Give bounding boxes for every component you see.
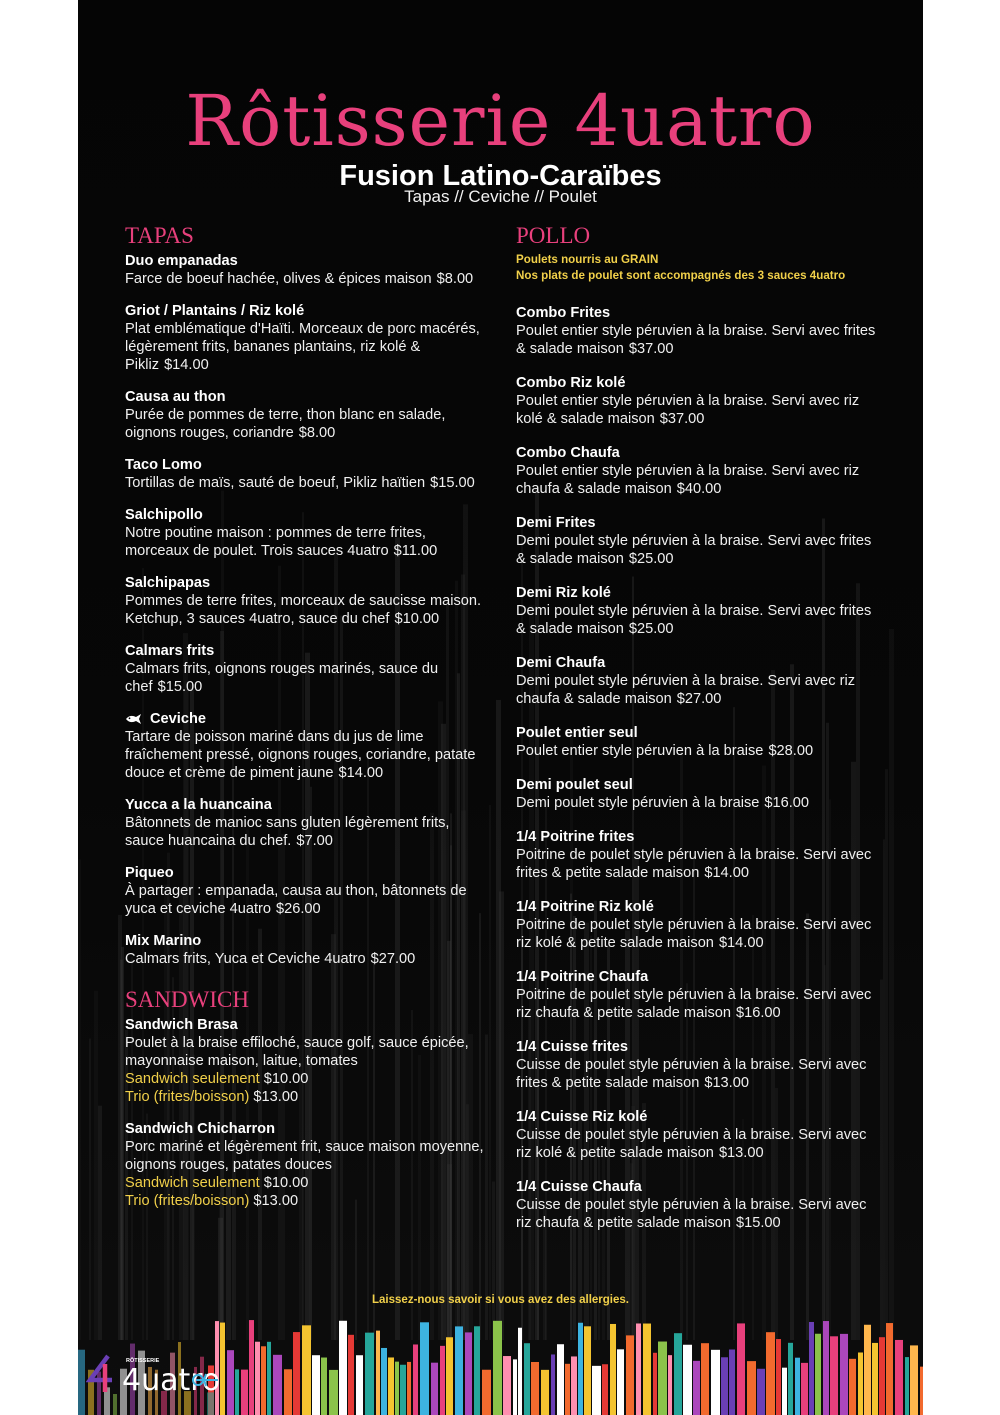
color-bar (683, 1345, 692, 1415)
color-bar (610, 1324, 616, 1415)
item-description-text: Demi poulet style péruvien à la braise (516, 795, 760, 811)
color-bar (636, 1323, 641, 1415)
item-name-text: Salchipapas (125, 575, 211, 591)
background-streak (499, 891, 504, 1340)
background-streak (78, 859, 81, 1340)
color-bar (729, 1350, 735, 1415)
color-bar (348, 1335, 354, 1415)
sandwich-option-1 (125, 1070, 490, 1088)
item-name-text: Calmars frits (125, 643, 215, 659)
item-description-text: Cuisse de poulet style péruvien à la braise. Servi avec riz chaufa & petite salade maison (516, 1197, 867, 1231)
logo-small-text: RÔTISSERIE (126, 1358, 160, 1364)
option-label: Sandwich seulement (125, 1071, 260, 1087)
item-name-text: Demi poulet seul (516, 777, 633, 793)
menu-item (516, 968, 881, 1022)
menu-item (125, 1120, 490, 1210)
right-column (516, 222, 881, 1248)
color-bar (518, 1328, 522, 1415)
item-price: $7.00 (296, 833, 333, 849)
item-name (516, 828, 881, 846)
item-name-text: 1/4 Poitrine frites (516, 829, 635, 845)
item-name (516, 1108, 881, 1126)
menu-item (516, 898, 881, 952)
menu-item (516, 724, 881, 760)
color-bar (910, 1345, 918, 1415)
item-name (125, 574, 490, 592)
item-description-text: Demi poulet style péruvien à la braise. Servi avec riz chaufa & salade maison (516, 673, 856, 707)
color-bar (493, 1321, 502, 1415)
item-description (125, 1138, 490, 1174)
item-name (516, 374, 881, 392)
color-bar (482, 1370, 491, 1415)
allergy-note: Laissez-nous savoir si vous avez des allergies. (372, 1294, 629, 1306)
item-name-text: Demi Frites (516, 515, 596, 531)
item-description-text: Poulet à la braise effiloché, sauce golf, sauce épicée, mayonnaise maison, laitue, tomates (125, 1035, 469, 1069)
item-name (516, 898, 881, 916)
color-bar (905, 1357, 909, 1415)
color-bar (886, 1323, 893, 1415)
color-bar (455, 1326, 463, 1415)
item-description (125, 814, 490, 850)
background-streak (889, 629, 894, 1340)
color-bar (674, 1333, 682, 1415)
color-bar (788, 1343, 793, 1415)
tapas-list (125, 252, 490, 968)
color-bar (329, 1370, 338, 1415)
item-description-text: Poulet entier style péruvien à la braise. Servi avec riz chaufa & salade maison (516, 463, 860, 497)
color-bar (261, 1346, 266, 1415)
background-streak (120, 960, 123, 1340)
color-bar (602, 1364, 608, 1415)
menu-item (125, 574, 490, 628)
sandwich-option-2 (125, 1192, 490, 1210)
color-bar (584, 1326, 591, 1415)
color-bar (795, 1358, 800, 1415)
item-name-text: Combo Riz kolé (516, 375, 626, 391)
color-bar (747, 1361, 756, 1415)
cuisine-subtitle: Fusion Latino-Caraïbes (339, 160, 662, 192)
item-price: $15.00 (430, 475, 475, 491)
color-bar (920, 1367, 923, 1415)
color-bar (503, 1356, 511, 1415)
menu-item (125, 642, 490, 696)
item-name (125, 506, 490, 524)
item-description-text: Notre poutine maison : pommes de terre frites, morceaux de poulet. Trois sauces 4uatro (125, 525, 426, 559)
color-bar (701, 1343, 709, 1415)
color-bar (668, 1355, 672, 1415)
background-streak (885, 769, 888, 1340)
item-description (125, 728, 490, 782)
item-description-text: Plat emblématique d'Haïti. Morceaux de porc macérés, légèrement frits, bananes plantains, riz kolé & Pikliz (125, 321, 480, 373)
color-bar (830, 1336, 838, 1415)
color-bar (513, 1359, 517, 1415)
item-name-text: Griot / Plantains / Riz kolé (125, 303, 305, 319)
item-description (516, 602, 881, 638)
menu-item (516, 444, 881, 498)
tagline: Tapas // Ceviche // Poulet (404, 187, 597, 206)
item-price: $28.00 (768, 743, 814, 759)
color-bar (376, 1331, 380, 1415)
menu-item (516, 1178, 881, 1232)
item-price: $26.00 (276, 901, 321, 917)
item-description (125, 406, 490, 442)
color-bar (643, 1324, 651, 1415)
menu-item (125, 710, 490, 782)
pollo-list (516, 304, 881, 1232)
color-bar (879, 1337, 885, 1415)
item-description-text: Cuisse de poulet style péruvien à la braise. Servi avec frites & petite salade maison (516, 1057, 867, 1091)
item-name-text: Sandwich Chicharron (125, 1121, 276, 1137)
item-name-text: Demi Chaufa (516, 655, 606, 671)
item-price: $25.00 (628, 621, 674, 637)
color-bar (757, 1369, 765, 1415)
color-bar (815, 1334, 821, 1415)
menu-item (125, 252, 490, 288)
item-description-text: Bâtonnets de manioc sans gluten légèrement frits, sauce huancaina du chef. (125, 815, 450, 849)
item-name-text: 1/4 Cuisse Chaufa (516, 1179, 642, 1195)
color-bar (823, 1321, 829, 1415)
menu-item (125, 932, 490, 968)
color-bar (737, 1323, 745, 1415)
item-description-text: Poulet entier style péruvien à la braise. Servi avec riz kolé & salade maison (516, 393, 860, 427)
color-bar (284, 1369, 292, 1415)
background-streak (492, 1181, 495, 1340)
color-bar (626, 1335, 634, 1415)
menu-page (78, 0, 923, 1415)
item-price: $15.00 (157, 679, 203, 695)
item-name (516, 654, 881, 672)
item-description (516, 742, 881, 760)
item-description (516, 916, 881, 952)
color-bar (78, 1350, 85, 1415)
menu-item (125, 506, 490, 560)
color-bar (872, 1343, 878, 1415)
item-description-text: Porc mariné et légèrement frit, sauce maison moyenne, oignons rouges, patates douces (125, 1139, 484, 1173)
item-name (516, 1038, 881, 1056)
menu-item (516, 828, 881, 882)
item-description-text: Demi poulet style péruvien à la braise. Servi avec frites & salade maison (516, 533, 872, 567)
item-name-text: Sandwich Brasa (125, 1017, 238, 1033)
color-bar (273, 1355, 282, 1415)
item-price: $27.00 (370, 951, 416, 967)
item-name (516, 1178, 881, 1196)
item-name-text: Taco Lomo (125, 457, 202, 473)
item-description-text: Tartare de poisson mariné dans du jus de lime fraîchement pressé, oignons rouges, coriandre, patate douce et crème de piment jaune (125, 729, 476, 781)
item-price: $13.00 (718, 1145, 764, 1161)
color-bar (711, 1350, 720, 1415)
item-description (125, 592, 490, 628)
item-description (516, 794, 881, 812)
item-price: $13.00 (704, 1075, 749, 1091)
color-bar (776, 1339, 781, 1415)
item-name-text: Combo Chaufa (516, 445, 620, 461)
item-description (125, 660, 490, 696)
color-bar (801, 1363, 808, 1415)
item-price: $14.00 (338, 765, 384, 781)
item-description (125, 270, 490, 288)
color-bar (440, 1346, 445, 1415)
item-description-text: Pommes de terre frites, morceaux de saucisse maison. Ketchup, 3 sauces 4uatro, sauce du chef (125, 593, 482, 627)
item-description (516, 1196, 881, 1232)
item-description (125, 882, 490, 918)
item-name (125, 1016, 490, 1034)
menu-item (516, 1038, 881, 1092)
item-price: $14.00 (704, 865, 749, 881)
item-price: $10.00 (394, 611, 440, 627)
item-name-text: Piqueo (125, 865, 174, 881)
color-bar (721, 1357, 728, 1415)
color-bar (431, 1363, 438, 1415)
item-description-text: Calmars frits, Yuca et Ceviche 4uatro (125, 951, 366, 967)
color-bar (864, 1325, 871, 1415)
option-price: $13.00 (253, 1193, 299, 1209)
menu-item (125, 388, 490, 442)
color-bar (531, 1362, 539, 1415)
item-name (125, 1120, 490, 1138)
item-description (125, 320, 490, 374)
color-bar (407, 1362, 411, 1415)
color-bar (339, 1321, 347, 1415)
tapas-title: TAPAS (125, 223, 194, 248)
item-name (125, 932, 490, 950)
item-description-text: Poitrine de poulet style péruvien à la braise. Servi avec riz kolé & petite salade maison (516, 917, 872, 951)
item-price: $27.00 (676, 691, 722, 707)
item-price: $37.00 (659, 411, 705, 427)
color-bar (267, 1342, 271, 1415)
menu-item (516, 374, 881, 428)
color-bar (400, 1365, 406, 1415)
item-description-text: Tortillas de maïs, sauté de boeuf, Pikliz haïtien (125, 475, 426, 491)
item-price: $15.00 (735, 1215, 781, 1231)
sandwich-option-1 (125, 1174, 490, 1192)
item-name (125, 710, 490, 728)
color-bar (312, 1355, 320, 1415)
color-bar (565, 1364, 570, 1415)
item-name (125, 302, 490, 320)
item-name (516, 584, 881, 602)
color-bar (809, 1322, 814, 1415)
option-price: $10.00 (263, 1175, 309, 1191)
item-description-text: Poitrine de poulet style péruvien à la braise. Servi avec frites & petite salade maison (516, 847, 872, 881)
menu-item (125, 456, 490, 492)
color-bar (551, 1354, 555, 1415)
color-bar (302, 1325, 311, 1415)
item-description-text: Cuisse de poulet style péruvien à la braise. Servi avec riz kolé & petite salade maison (516, 1127, 867, 1161)
item-price: $25.00 (628, 551, 674, 567)
color-bar (356, 1355, 363, 1415)
color-bar (388, 1357, 394, 1415)
item-price: $16.00 (764, 795, 809, 811)
item-description-text: Farce de boeuf hachée, olives & épices maison (125, 271, 432, 287)
option-label: Sandwich seulement (125, 1175, 260, 1191)
color-bar (658, 1342, 667, 1415)
item-price: $11.00 (393, 543, 438, 559)
color-bar (617, 1349, 624, 1415)
item-description-text: Poitrine de poulet style péruvien à la braise. Servi avec riz chaufa & petite salade maison (516, 987, 872, 1021)
item-name (516, 444, 881, 462)
item-name-text: Salchipollo (125, 507, 203, 523)
sandwich-option-2 (125, 1088, 490, 1106)
color-bar (255, 1342, 260, 1415)
pollo-note-sauces: Nos plats de poulet sont accompagnés des 3 sauces 4uatro (516, 269, 846, 282)
color-bar (474, 1326, 480, 1415)
item-description (516, 1126, 881, 1162)
item-price: $8.00 (298, 425, 336, 441)
item-description-text: Calmars frits, oignons rouges marinés, sauce du chef (125, 661, 439, 695)
item-price: $40.00 (676, 481, 722, 497)
background-streak (883, 839, 885, 1340)
menu-item (516, 514, 881, 568)
option-price: $13.00 (253, 1089, 299, 1105)
item-name (516, 304, 881, 322)
color-bar (766, 1332, 775, 1415)
item-description (516, 322, 881, 358)
item-name (125, 456, 490, 474)
pollo-title: POLLO (516, 223, 591, 248)
color-bar (782, 1368, 787, 1415)
color-bar (858, 1352, 863, 1415)
item-name-text: 1/4 Poitrine Riz kolé (516, 899, 654, 915)
color-bar (249, 1320, 254, 1415)
menu-item (516, 1108, 881, 1162)
background-streak (94, 991, 98, 1340)
item-description (125, 474, 490, 492)
item-name (516, 776, 881, 794)
color-bar (446, 1337, 453, 1415)
item-name (125, 864, 490, 882)
color-bar (365, 1333, 374, 1415)
item-description (125, 524, 490, 560)
color-bar (571, 1356, 577, 1415)
menu-item (125, 1016, 490, 1106)
color-bar (413, 1344, 418, 1415)
item-name (516, 724, 881, 742)
item-description-text: Purée de pommes de terre, thon blanc en salade, oignons rouges, coriandre (125, 407, 446, 441)
item-name-text: Causa au thon (125, 389, 226, 405)
item-price: $16.00 (735, 1005, 781, 1021)
fish-icon (125, 714, 142, 724)
color-bar (465, 1332, 472, 1415)
menu-item (125, 796, 490, 850)
item-name (125, 642, 490, 660)
item-name-text: Ceviche (150, 711, 206, 727)
menu-item (516, 584, 881, 638)
item-name (516, 514, 881, 532)
item-name-text: Duo empanadas (125, 253, 238, 269)
item-price: $14.00 (164, 357, 209, 373)
sandwich-title: SANDWICH (125, 987, 249, 1012)
option-label: Trio (frites/boisson) (125, 1089, 250, 1105)
color-bar (895, 1340, 903, 1415)
color-bar (653, 1353, 657, 1415)
item-name (125, 388, 490, 406)
color-bar (693, 1361, 700, 1415)
item-name-text: Yucca a la huancaina (125, 797, 272, 813)
color-bar (592, 1366, 601, 1415)
item-name-text: Demi Riz kolé (516, 585, 611, 601)
logo-text: 4uatro (122, 1363, 221, 1398)
sandwich-list (125, 1016, 490, 1210)
item-description-text: Demi poulet style péruvien à la braise. Servi avec frites & salade maison (516, 603, 872, 637)
color-bar (227, 1350, 234, 1415)
item-description-text: À partager : empanada, causa au thon, bâtonnets de yuca et ceviche 4uatro (125, 883, 467, 917)
left-column (125, 222, 490, 1224)
color-bar (395, 1362, 399, 1415)
color-bar (557, 1344, 564, 1415)
item-name-text: Mix Marino (125, 933, 202, 949)
item-price: $14.00 (718, 935, 764, 951)
color-bar (578, 1323, 583, 1415)
color-bar (840, 1334, 848, 1415)
item-description (125, 950, 490, 968)
item-name-text: 1/4 Poitrine Chaufa (516, 969, 649, 985)
item-name (125, 796, 490, 814)
item-description (516, 1056, 881, 1092)
item-description-text: Poulet entier style péruvien à la braise. Servi avec frites & salade maison (516, 323, 876, 357)
color-bar (420, 1322, 429, 1415)
item-description (516, 532, 881, 568)
item-description (516, 846, 881, 882)
menu-item (125, 864, 490, 918)
item-description (516, 672, 881, 708)
item-name (516, 968, 881, 986)
color-bar (321, 1358, 327, 1415)
color-bar (381, 1348, 387, 1415)
item-name-text: Poulet entier seul (516, 725, 638, 741)
item-name-text: 1/4 Cuisse Riz kolé (516, 1109, 648, 1125)
color-bar (524, 1343, 530, 1415)
menu-item (516, 304, 881, 358)
restaurant-logo (86, 1350, 221, 1400)
color-bar (235, 1369, 239, 1415)
menu-item (516, 776, 881, 812)
item-description (516, 462, 881, 498)
menu-item (516, 654, 881, 708)
item-price: $8.00 (436, 271, 474, 287)
item-description (516, 986, 881, 1022)
color-bar (293, 1332, 300, 1415)
option-price: $10.00 (263, 1071, 309, 1087)
item-name-text: Combo Frites (516, 305, 611, 321)
menu-item (125, 302, 490, 374)
option-label: Trio (frites/boisson) (125, 1193, 250, 1209)
item-description-text: Poulet entier style péruvien à la braise (516, 743, 764, 759)
item-price: $37.00 (628, 341, 674, 357)
color-bar (541, 1370, 549, 1415)
item-description (125, 1034, 490, 1070)
item-description (516, 392, 881, 428)
pollo-note-grain: Poulets nourris au GRAIN (516, 253, 659, 266)
item-name (125, 252, 490, 270)
pollo-note (516, 252, 881, 284)
restaurant-title: Rôtisserie 4uatro (185, 80, 816, 162)
color-bar (241, 1370, 248, 1415)
color-bar (849, 1359, 856, 1415)
item-name-text: 1/4 Cuisse frites (516, 1039, 628, 1055)
